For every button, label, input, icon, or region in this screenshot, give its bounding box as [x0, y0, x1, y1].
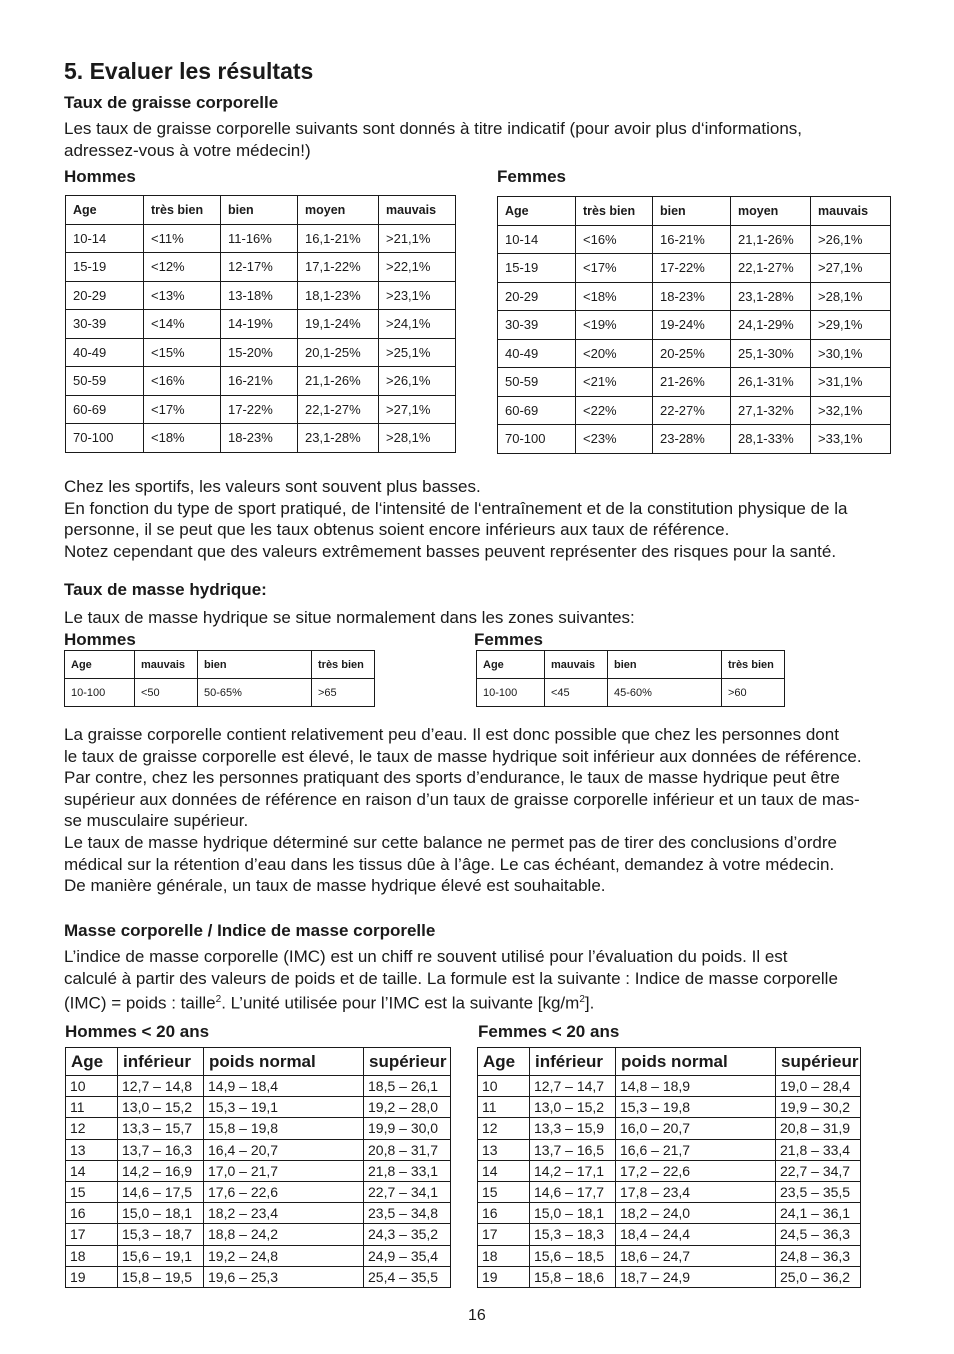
table-cell: 11-16% — [221, 224, 298, 253]
table-cell: 10-100 — [477, 679, 545, 707]
table-cell: 21,1-26% — [731, 225, 811, 254]
table-cell: 26,1-31% — [731, 368, 811, 397]
table-cell: 10-14 — [498, 225, 576, 254]
table-cell: <19% — [576, 311, 653, 340]
table-row — [66, 1203, 451, 1224]
water-women-label: Femmes — [474, 630, 543, 649]
table-header-cell: très bien — [722, 651, 785, 679]
table-cell: 13,3 – 15,7 — [118, 1118, 204, 1139]
table-cell: 19,2 – 24,8 — [204, 1245, 364, 1266]
table-cell: >29,1% — [811, 311, 891, 340]
table-cell: 15,6 – 18,5 — [530, 1245, 616, 1266]
table-cell: 10 — [66, 1076, 118, 1097]
water-text-line: médical sur la rétention d’eau dans les tissus dûe à l’âge. Le cas échéant, demandez à votre médecin. — [64, 854, 835, 874]
table-cell: 16,1-21% — [298, 224, 379, 253]
table-row — [66, 1076, 451, 1097]
table-cell: <23% — [576, 425, 653, 454]
table-cell: 15,3 – 18,3 — [530, 1224, 616, 1245]
table-cell: 15-19 — [66, 253, 144, 282]
table-header-cell: mauvais — [545, 651, 608, 679]
table-cell: 17 — [478, 1224, 530, 1245]
table-cell: 19,9 – 30,0 — [364, 1118, 451, 1139]
table-header-row — [66, 1048, 451, 1076]
table-cell: >23,1% — [379, 281, 456, 310]
table-header-cell: mauvais — [811, 197, 891, 226]
table-cell: <12% — [144, 253, 221, 282]
table-cell: 17 — [66, 1224, 118, 1245]
table-cell: 18,2 – 23,4 — [204, 1203, 364, 1224]
fat-intro-line: adressez-vous à votre médecin!) — [64, 140, 311, 160]
table-cell: 12 — [66, 1118, 118, 1139]
table-cell: 14,8 – 18,9 — [616, 1076, 776, 1097]
table-header-cell: bien — [608, 651, 722, 679]
table-cell: 12,7 – 14,8 — [118, 1076, 204, 1097]
table-row — [478, 1203, 861, 1224]
table-cell: 13,7 – 16,3 — [118, 1139, 204, 1160]
table-cell: 20,8 – 31,7 — [364, 1139, 451, 1160]
table-cell: 17,2 – 22,6 — [616, 1160, 776, 1181]
table-row — [66, 310, 456, 339]
fat-note — [64, 476, 847, 562]
table-row — [498, 339, 891, 368]
table-cell: >65 — [312, 679, 375, 707]
table-cell: 19,9 – 30,2 — [776, 1097, 861, 1118]
fat-intro — [64, 118, 802, 161]
table-cell: 18,2 – 24,0 — [616, 1203, 776, 1224]
table-cell: 15,3 – 19,8 — [616, 1097, 776, 1118]
table-cell: >33,1% — [811, 425, 891, 454]
water-text-line: La graisse corporelle contient relativement peu d’eau. Il est donc possible que chez les personnes dont — [64, 725, 839, 744]
table-header-cell: Age — [65, 651, 135, 679]
table-cell: >27,1% — [379, 395, 456, 424]
table-row — [66, 424, 456, 453]
table-cell: 15,8 – 19,5 — [118, 1266, 204, 1287]
bmi-intro — [64, 946, 838, 1014]
table-cell: 10-14 — [66, 224, 144, 253]
table-cell: 18,1-23% — [298, 281, 379, 310]
bmi-unit-end: ]. — [584, 993, 595, 1013]
table-header-cell: poids normal — [616, 1048, 776, 1076]
table-row — [498, 368, 891, 397]
table-cell: 15 — [66, 1181, 118, 1202]
table-cell: 18,5 – 26,1 — [364, 1076, 451, 1097]
table-cell: >22,1% — [379, 253, 456, 282]
table-header-cell: mauvais — [135, 651, 198, 679]
table-cell: >31,1% — [811, 368, 891, 397]
page-number: 16 — [468, 1307, 486, 1324]
table-header-cell: très bien — [576, 197, 653, 226]
table-cell: 23-28% — [653, 425, 731, 454]
table-cell: >24,1% — [379, 310, 456, 339]
bmi-unit-text: . L’unité utilisée pour l’IMC est la suivante [kg/m — [221, 993, 580, 1013]
water-men-table — [64, 650, 375, 707]
table-cell: 15,0 – 18,1 — [530, 1203, 616, 1224]
table-cell: >60 — [722, 679, 785, 707]
table-row — [66, 1160, 451, 1181]
table-cell: 11 — [478, 1097, 530, 1118]
table-cell: 22-27% — [653, 396, 731, 425]
table-cell: 17-22% — [221, 395, 298, 424]
bmi-heading: Masse corporelle / Indice de masse corporelle — [64, 921, 436, 940]
water-text-line: supérieur aux données de référence en raison d’un taux de graisse corporelle inférieur et un taux de mas- — [64, 789, 860, 809]
table-header-cell: bien — [198, 651, 312, 679]
fat-women-label: Femmes — [497, 167, 566, 186]
table-cell: 18,8 – 24,2 — [204, 1224, 364, 1245]
table-cell: 17,6 – 22,6 — [204, 1181, 364, 1202]
table-cell: <14% — [144, 310, 221, 339]
table-cell: 25,1-30% — [731, 339, 811, 368]
table-cell: 10 — [478, 1076, 530, 1097]
bmi-women-label: Femmes < 20 ans — [478, 1022, 620, 1041]
table-cell: 14,9 – 18,4 — [204, 1076, 364, 1097]
table-cell: 19 — [66, 1266, 118, 1287]
table-header-cell: bien — [221, 196, 298, 225]
table-header-cell: moyen — [298, 196, 379, 225]
table-row — [66, 253, 456, 282]
table-cell: <18% — [576, 282, 653, 311]
table-cell: 16-21% — [653, 225, 731, 254]
table-header-cell: Age — [498, 197, 576, 226]
table-cell: 17-22% — [653, 254, 731, 283]
table-header-cell: supérieur — [364, 1048, 451, 1076]
table-row — [478, 1181, 861, 1202]
table-header-cell: supérieur — [776, 1048, 861, 1076]
table-cell: >21,1% — [379, 224, 456, 253]
table-cell: 15,3 – 18,7 — [118, 1224, 204, 1245]
fat-note-line: En fonction du type de sport pratiqué, de l‘intensité de l‘entraînement et de la constitution physique de la — [64, 498, 848, 518]
table-cell: 19,0 – 28,4 — [776, 1076, 861, 1097]
bmi-formula-text: (IMC) = poids : taille — [64, 993, 216, 1013]
table-cell: 13,3 – 15,9 — [530, 1118, 616, 1139]
table-header-cell: inférieur — [118, 1048, 204, 1076]
table-row — [66, 1266, 451, 1287]
table-row — [66, 1118, 451, 1139]
table-cell: 15 — [478, 1181, 530, 1202]
table-cell: 13,0 – 15,2 — [118, 1097, 204, 1118]
table-cell: 19-24% — [653, 311, 731, 340]
page-title: 5. Evaluer les résultats — [64, 58, 314, 84]
table-cell: 16,0 – 20,7 — [616, 1118, 776, 1139]
table-cell: 24,9 – 35,4 — [364, 1245, 451, 1266]
fat-men-table — [65, 195, 456, 453]
water-text-line: De manière générale, un taux de masse hydrique élevé est souhaitable. — [64, 876, 606, 896]
table-cell: 14,2 – 17,1 — [530, 1160, 616, 1181]
fat-note-line: Chez les sportifs, les valeurs sont souvent plus basses. — [64, 477, 481, 496]
fat-women-table — [497, 196, 891, 454]
water-text — [64, 724, 862, 897]
table-cell: 21,8 – 33,1 — [364, 1160, 451, 1181]
table-row — [478, 1118, 861, 1139]
table-row — [66, 281, 456, 310]
table-cell: 14-19% — [221, 310, 298, 339]
table-cell: 14 — [66, 1160, 118, 1181]
table-row — [66, 338, 456, 367]
table-header-cell: Age — [478, 1048, 530, 1076]
table-cell: 19,1-24% — [298, 310, 379, 339]
table-cell: <16% — [576, 225, 653, 254]
table-cell: 20,1-25% — [298, 338, 379, 367]
table-cell: 25,0 – 36,2 — [776, 1266, 861, 1287]
table-cell: 15,0 – 18,1 — [118, 1203, 204, 1224]
table-cell: 13 — [66, 1139, 118, 1160]
table-cell: 12,7 – 14,7 — [530, 1076, 616, 1097]
superscript: 2 — [579, 994, 585, 1006]
table-cell: >26,1% — [379, 367, 456, 396]
water-text-line: Le taux de masse hydrique déterminé sur cette balance ne permet pas de tirer des conclusions d’ordre — [64, 832, 837, 852]
table-cell: <20% — [576, 339, 653, 368]
table-cell: >25,1% — [379, 338, 456, 367]
table-header-cell: Age — [66, 1048, 118, 1076]
bmi-intro-line — [64, 989, 838, 1014]
table-cell: 14 — [478, 1160, 530, 1181]
table-cell: 23,1-28% — [731, 282, 811, 311]
water-text-line: Par contre, chez les personnes pratiquant des sports d’endurance, le taux de masse hydrique peut être — [64, 768, 840, 788]
table-cell: 17,1-22% — [298, 253, 379, 282]
table-cell: 16 — [66, 1203, 118, 1224]
table-cell: 10-100 — [65, 679, 135, 707]
table-header-cell: Age — [66, 196, 144, 225]
table-cell: <16% — [144, 367, 221, 396]
table-row — [65, 679, 375, 707]
table-cell: 22,1-27% — [731, 254, 811, 283]
table-cell: 13-18% — [221, 281, 298, 310]
table-row — [478, 1224, 861, 1245]
table-cell: 19 — [478, 1266, 530, 1287]
table-cell: >26,1% — [811, 225, 891, 254]
table-cell: 16-21% — [221, 367, 298, 396]
table-cell: 15-20% — [221, 338, 298, 367]
table-cell: 30-39 — [498, 311, 576, 340]
table-cell: 60-69 — [66, 395, 144, 424]
table-cell: >30,1% — [811, 339, 891, 368]
bmi-men-table — [65, 1047, 451, 1288]
table-cell: 18-23% — [653, 282, 731, 311]
table-header-row — [477, 651, 785, 679]
table-header-cell: inférieur — [530, 1048, 616, 1076]
table-cell: 20,8 – 31,9 — [776, 1118, 861, 1139]
table-row — [66, 1097, 451, 1118]
table-cell: 70-100 — [498, 425, 576, 454]
table-header-cell: moyen — [731, 197, 811, 226]
table-cell: 24,1 – 36,1 — [776, 1203, 861, 1224]
table-header-cell: bien — [653, 197, 731, 226]
table-row — [498, 425, 891, 454]
table-cell: 18-23% — [221, 424, 298, 453]
table-cell: 19,2 – 28,0 — [364, 1097, 451, 1118]
table-cell: 15-19 — [498, 254, 576, 283]
table-cell: 40-49 — [66, 338, 144, 367]
table-cell: >32,1% — [811, 396, 891, 425]
table-cell: <17% — [576, 254, 653, 283]
table-cell: 15,3 – 19,1 — [204, 1097, 364, 1118]
table-row — [478, 1160, 861, 1181]
table-cell: 27,1-32% — [731, 396, 811, 425]
fat-intro-line: Les taux de graisse corporelle suivants sont donnés à titre indicatif (pour avoir plus d‘informations, — [64, 119, 802, 138]
table-cell: 18,7 – 24,9 — [616, 1266, 776, 1287]
table-row — [498, 225, 891, 254]
table-cell: 24,5 – 36,3 — [776, 1224, 861, 1245]
table-cell: >28,1% — [379, 424, 456, 453]
table-row — [66, 1245, 451, 1266]
table-cell: 15,8 – 19,8 — [204, 1118, 364, 1139]
table-cell: <50 — [135, 679, 198, 707]
table-cell: 23,1-28% — [298, 424, 379, 453]
table-cell: 18,6 – 24,7 — [616, 1245, 776, 1266]
table-cell: 60-69 — [498, 396, 576, 425]
fat-note-line: personne, il se peut que les taux obtenus soient encore inférieurs aux taux de référence. — [64, 520, 730, 540]
water-heading: Taux de masse hydrique: — [64, 580, 267, 599]
table-cell: 28,1-33% — [731, 425, 811, 454]
bmi-women-table — [477, 1047, 861, 1288]
table-cell: <45 — [545, 679, 608, 707]
table-row — [498, 282, 891, 311]
table-cell: 24,8 – 36,3 — [776, 1245, 861, 1266]
table-cell: 20-29 — [498, 282, 576, 311]
bmi-intro-line: L’indice de masse corporelle (IMC) est un chiff re souvent utilisé pour l’évaluation du poids. Il est — [64, 947, 788, 966]
table-cell: >27,1% — [811, 254, 891, 283]
table-cell: 16,4 – 20,7 — [204, 1139, 364, 1160]
table-row — [478, 1097, 861, 1118]
table-row — [478, 1266, 861, 1287]
superscript: 2 — [215, 994, 222, 1006]
water-men-label: Hommes — [64, 630, 136, 649]
table-row — [498, 396, 891, 425]
table-header-cell: mauvais — [379, 196, 456, 225]
table-row — [498, 254, 891, 283]
table-row — [498, 311, 891, 340]
table-cell: 20-29 — [66, 281, 144, 310]
fat-heading: Taux de graisse corporelle — [64, 93, 279, 112]
table-cell: 13 — [478, 1139, 530, 1160]
table-cell: 18 — [478, 1245, 530, 1266]
table-cell: 22,1-27% — [298, 395, 379, 424]
table-header-row — [65, 651, 375, 679]
fat-note-line: Notez cependant que des valeurs extrêmement basses peuvent représenter des risques pour la santé. — [64, 541, 837, 561]
table-cell: 24,3 – 35,2 — [364, 1224, 451, 1245]
table-cell: 23,5 – 34,8 — [364, 1203, 451, 1224]
table-cell: 30-39 — [66, 310, 144, 339]
table-cell: 21-26% — [653, 368, 731, 397]
bmi-men-label: Hommes < 20 ans — [65, 1022, 210, 1041]
bmi-intro-line: calculé à partir des valeurs de poids et de taille. La formule est la suivante : Indice de masse corporelle — [64, 968, 838, 988]
table-header-row — [66, 196, 456, 225]
table-cell: 18,4 – 24,4 — [616, 1224, 776, 1245]
water-text-line: le taux de graisse corporelle est élevé, le taux de masse hydrique soit inférieur aux données de référence. — [64, 746, 862, 766]
table-cell: 19,6 – 25,3 — [204, 1266, 364, 1287]
table-cell: 14,6 – 17,7 — [530, 1181, 616, 1202]
table-row — [478, 1076, 861, 1097]
table-cell: <11% — [144, 224, 221, 253]
table-cell: 70-100 — [66, 424, 144, 453]
table-row — [66, 395, 456, 424]
table-cell: >28,1% — [811, 282, 891, 311]
table-cell: <18% — [144, 424, 221, 453]
table-cell: 15,8 – 18,6 — [530, 1266, 616, 1287]
table-cell: 50-59 — [66, 367, 144, 396]
table-cell: 17,0 – 21,7 — [204, 1160, 364, 1181]
table-cell: <17% — [144, 395, 221, 424]
table-cell: 21,8 – 33,4 — [776, 1139, 861, 1160]
table-header-cell: très bien — [312, 651, 375, 679]
table-cell: 25,4 – 35,5 — [364, 1266, 451, 1287]
table-header-row — [478, 1048, 861, 1076]
table-cell: 16 — [478, 1203, 530, 1224]
table-cell: 21,1-26% — [298, 367, 379, 396]
table-row — [478, 1139, 861, 1160]
table-cell: 16,6 – 21,7 — [616, 1139, 776, 1160]
table-cell: 18 — [66, 1245, 118, 1266]
table-row — [66, 367, 456, 396]
table-cell: 40-49 — [498, 339, 576, 368]
table-row — [66, 1224, 451, 1245]
table-cell: <21% — [576, 368, 653, 397]
table-header-cell: poids normal — [204, 1048, 364, 1076]
table-row — [66, 1181, 451, 1202]
table-cell: 22,7 – 34,7 — [776, 1160, 861, 1181]
table-cell: 50-65% — [198, 679, 312, 707]
table-row — [478, 1245, 861, 1266]
water-intro: Le taux de masse hydrique se situe normalement dans les zones suivantes: — [64, 608, 635, 627]
table-cell: 13,7 – 16,5 — [530, 1139, 616, 1160]
table-cell: 13,0 – 15,2 — [530, 1097, 616, 1118]
water-women-table — [476, 650, 785, 707]
table-cell: 14,2 – 16,9 — [118, 1160, 204, 1181]
table-row — [477, 679, 785, 707]
table-cell: <22% — [576, 396, 653, 425]
table-header-cell: Age — [477, 651, 545, 679]
table-cell: 17,8 – 23,4 — [616, 1181, 776, 1202]
table-header-cell: très bien — [144, 196, 221, 225]
water-text-line: se musculaire supérieur. — [64, 811, 249, 831]
table-cell: 14,6 – 17,5 — [118, 1181, 204, 1202]
table-cell: 24,1-29% — [731, 311, 811, 340]
table-cell: 50-59 — [498, 368, 576, 397]
table-cell: 11 — [66, 1097, 118, 1118]
table-row — [66, 1139, 451, 1160]
table-cell: 45-60% — [608, 679, 722, 707]
fat-men-label: Hommes — [64, 167, 136, 186]
table-cell: 20-25% — [653, 339, 731, 368]
table-cell: <15% — [144, 338, 221, 367]
table-cell: 15,6 – 19,1 — [118, 1245, 204, 1266]
table-cell: 23,5 – 35,5 — [776, 1181, 861, 1202]
table-header-row — [498, 197, 891, 226]
table-cell: <13% — [144, 281, 221, 310]
table-cell: 22,7 – 34,1 — [364, 1181, 451, 1202]
table-cell: 12 — [478, 1118, 530, 1139]
table-row — [66, 224, 456, 253]
table-cell: 12-17% — [221, 253, 298, 282]
